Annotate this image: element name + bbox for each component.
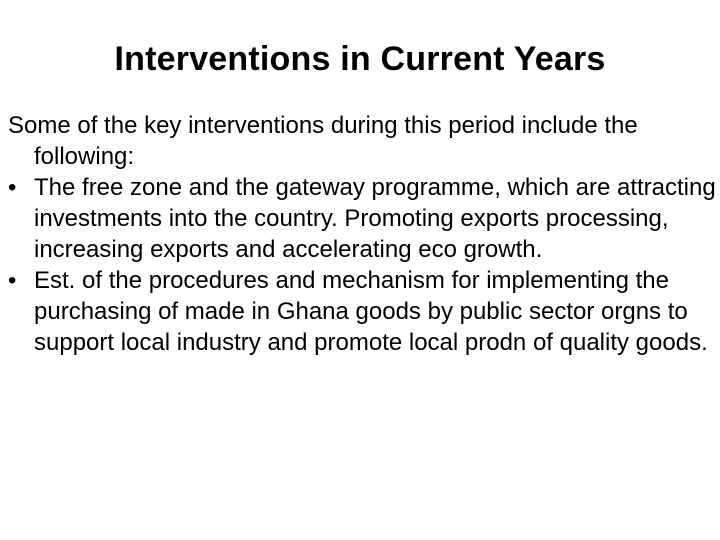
intro-text: Some of the key interventions during this period include the following: [8,112,638,170]
bullet-list [8,172,716,358]
bullet-icon: • [8,174,17,201]
slide-body [8,110,716,358]
bullet-item [8,172,716,265]
slide-title: Interventions in Current Years [114,40,606,78]
bullet-icon: • [8,267,17,294]
bullet-text: The free zone and the gateway programme, which are attracting investments into the country. Promoting exports processing, increasing exports and accelerating eco growth. [34,174,716,263]
bullet-item [8,265,716,358]
bullet-text: Est. of the procedures and mechanism for implementing the purchasing of made in Ghana goods by public sector orgns to support local industry and promote local prodn of quality goods. [34,267,708,356]
